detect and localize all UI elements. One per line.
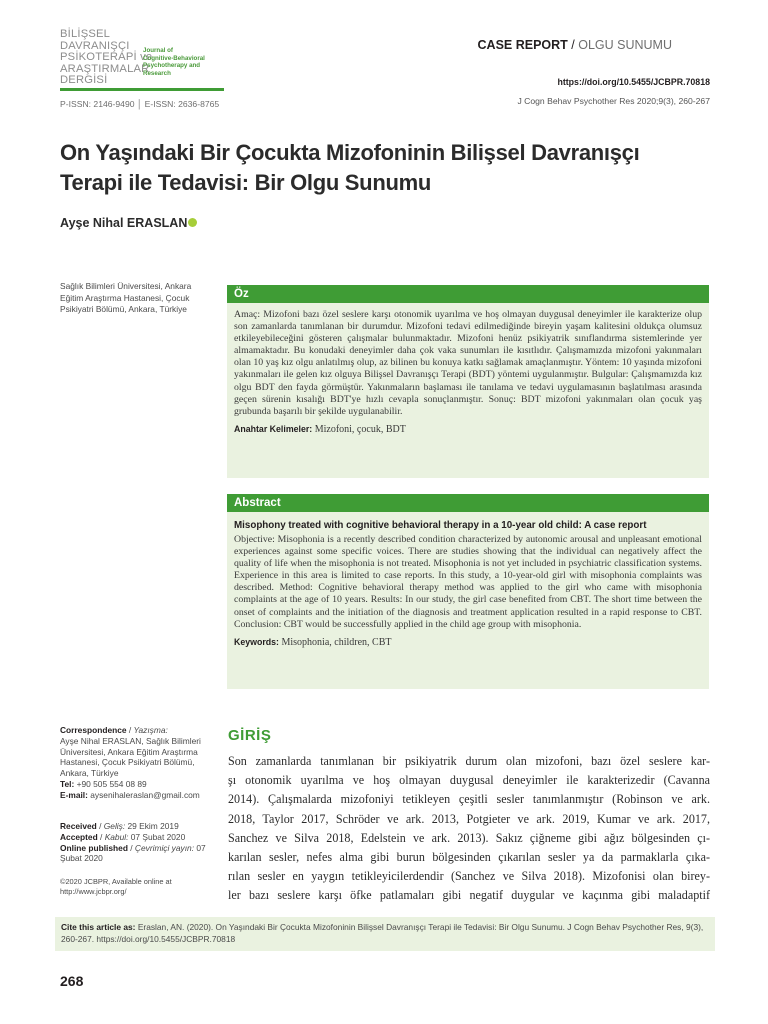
published-label-tr: Çevrimiçi yayın: (134, 842, 195, 853)
journal-name-line: ARAŞTIRMALAR (60, 62, 150, 75)
email (60, 790, 210, 801)
abstract-keywords (234, 637, 702, 648)
received: Received / Geliş: 29 Ekim 2019 (60, 821, 179, 831)
journal-name-en (143, 47, 205, 77)
page-number: 268 (60, 973, 84, 989)
journal-name-en-line: Research (143, 69, 171, 77)
journal-name-en-line: Journal of (143, 47, 173, 54)
journal-name-line: DAVRANIŞÇI (60, 39, 130, 52)
oz-text: Amaç: Mizofoni bazı özel seslere karşı otonomik uyarılma ve hoş olmayan duygusal deneyimler ile karakterize olup son zamanlarda tanımlanan bir durumdur. Mizofoni tedavi edilmediğinde bireyin yaşam kalitesini oldukça olumsuz etkileyebileceğini gösteren çalışmalar bulunmaktadır. Mizofoni henüz psikiyatrik sınıflandırma sistemlerinde yer almamaktadır. Bu konudaki deneyimler daha çok vaka sunumları ile kısıtlıdır. Çalışmamızda mizofoni yakınmaları olan 10 yaş kız olgu anlatılmış olup, az bilinen bu konuya katkı sağlamak amaçlanmıştır. Yöntem: 10 yaşında mizofoni yakınmaları ile gelen kız olguya Bilişsel Davranışçı Terapi (BDT) yöntemi uygulanmıştır. Bulgular: Çalışmamızda kız olgu BDT den fayda görmüştür. Yakınmaların başlaması ile tanılama ve tedavi uygulamasının başlatılması arasında geçen sürenin kısalığı BDT'ye hızlı cevapla sonuçlanmıştır. Sonuç: BDT mizofoni yakınmaları olan çocuk yaş grubunda başarılı bir şekilde uygulanabilir. (234, 309, 702, 417)
orcid-icon[interactable] (188, 218, 197, 227)
doi-link[interactable]: https://doi.org/10.5455/JCBPR.70818 (557, 77, 710, 87)
body-line: 2018, Taylor 2017, Schröder ve ark. 2013, Potgieter ve ark. 2019, Kumar ve ark. 2017, (228, 811, 710, 826)
abstract-keywords-label: Keywords: (234, 636, 279, 647)
oz-box (227, 303, 709, 478)
journal-name-line: BİLİŞSEL (60, 28, 111, 40)
body-line: Sanchez ve Silva 2018, Edelstein ve ark. 2013). Sakız çiğneme gibi ağız bölgesinden çı- (228, 830, 710, 845)
intro-body (228, 752, 710, 906)
cite-label: Cite this article as: (61, 922, 136, 932)
journal-name-en-line: Psychotherapy and (143, 62, 201, 70)
oz-keywords-value: Mizofoni, çocuk, BDT (314, 423, 406, 435)
phone-value: +90 505 554 08 89 (76, 778, 147, 789)
journal-name-en-line: Cognitive-Behavioral (143, 54, 205, 62)
received-date: 29 Ekim 2019 (127, 821, 179, 831)
body-line: rılan sesler en yaygın tetikleyicilerdendir (Sanchez ve Silva 2018). Mizofonisi olan birey- (228, 869, 710, 884)
accepted: Accepted / Kabul: 07 Şubat 2020 (60, 831, 186, 842)
author-name: Ayşe Nihal ERASLAN (60, 216, 188, 230)
affiliation: Sağlık Bilimleri Üniversitesi, Ankara Eğitim Araştırma Hastanesi, Çocuk Psikiyatri Bölümü, Ankara, Türkiye (60, 281, 192, 314)
published: Online published / Çevrimiçi yayın: 07 Şubat 2020 (60, 842, 206, 864)
phone-label: Tel: (60, 778, 75, 789)
body-line: ler bazı seslere karşı öfke patlamaları gibi negatif duygular ve kaçınma gibi maladaptif (228, 888, 710, 903)
author (60, 216, 197, 230)
correspondence (60, 725, 210, 801)
article-type-sep: / (567, 38, 579, 52)
article-type-en: CASE REPORT (477, 38, 568, 52)
correspondence-label-en: Correspondence (60, 725, 127, 735)
phone (60, 779, 210, 790)
correspondence-label: Correspondence / Yazışma: (60, 725, 168, 735)
accepted-label: Accepted (60, 831, 98, 842)
cite-text: Eraslan, AN. (2020). On Yaşındaki Bir Çocukta Mizofoninin Bilişsel Davranışçı Terapi ile Tedavisi: Bir Olgu Sunumu. J Cogn Behav Psychother Res, 9(3), 260-267. https://doi.org/10.5455/JCBPR.70818 (61, 922, 704, 944)
section-heading-intro: GİRİŞ (228, 727, 272, 744)
journal-name-line: DERGİSİ (60, 74, 108, 86)
abstract-box (227, 512, 709, 689)
journal-name-line: PSİKOTERAPİ ve (60, 51, 153, 63)
dates (60, 821, 210, 864)
copyright: ©2020 JCBPR, Available online at http://www.jcbpr.org/ (60, 877, 172, 896)
oz-heading: Öz (227, 285, 709, 303)
published-label: Online published (60, 842, 128, 853)
oz-keywords (234, 424, 702, 435)
correspondence-label-tr: Yazışma: (133, 725, 168, 735)
article-type (478, 38, 672, 52)
published-date: 07 Şubat 2020 (60, 842, 206, 864)
body-line: Son zamanlarda tanımlanan bir psikiyatrik durum olan mizofoni, bazı özel seslere kar- (228, 754, 710, 768)
abstract-keywords-value: Misophonia, children, CBT (281, 636, 392, 648)
correspondence-address: Ayşe Nihal ERASLAN, Sağlık Bilimleri Üniversitesi, Ankara Eğitim Araştırma Hastanesi, Çocuk Psikiyatri Bölümü, Ankara, Türkiye (60, 735, 201, 779)
issn: P-ISSN: 2146-9490 │ E-ISSN: 2636-8765 (60, 99, 220, 109)
oz-keywords-label: Anahtar Kelimeler: (234, 423, 313, 434)
email-label: E-mail: (60, 789, 88, 800)
accepted-label-tr: Kabul: (104, 831, 129, 842)
cite-box (55, 917, 715, 951)
received-label-tr: Geliş: (103, 821, 126, 831)
journal-name-tr (60, 29, 152, 87)
email-value[interactable]: aysenihaleraslan@gmail.com (90, 789, 200, 800)
logo-rule (60, 88, 224, 91)
journal-citation: J Cogn Behav Psychother Res 2020;9(3), 260-267 (517, 96, 710, 106)
abstract-text: Objective: Misophonia is a recently described condition characterized by autonomic arousal and unpleasant emotional experiences against some specific voices. There are studies showing that the individual can negatively affect the quality of life when the misophonia is not treated. Misophonia is not yet included in psychiatric classification systems. Experience in this area is limited to case reports. In this study, a 10-year-old girl with misophonia complaints was described. Method: Cognitive behavioral therapy method was applied to the girl who came with misophonia complaints at the age of 10 years. Results: In our study, the girl case benefited from CBT. The short time between the onset of complaints and the initiation of the diagnosis and treatment application resulted in a rapid response to CBT. Conclusion: CBT would be successfully applied in the child age group with misophonia. (234, 534, 702, 630)
body-line: karılan sesler, nefes alma gibi burun bölgesinden çıkarılan sesler ya da parmaklarla çıka- (228, 850, 710, 865)
article-title: On Yaşındaki Bir Çocukta Mizofoninin Bilişsel Davranışçı Terapi ile Tedavisi: Bir Olgu Sunumu (60, 140, 640, 195)
abstract-title: Misophony treated with cognitive behavioral therapy in a 10-year old child: A case report (234, 520, 647, 531)
received-label: Received (60, 821, 97, 831)
accepted-date: 07 Şubat 2020 (130, 831, 186, 842)
body-line: şı otonomik uyarılma ve hoş olmayan duygusal deneyimler ile karakterizedir (Cavanna (228, 773, 710, 788)
article-type-tr: OLGU SUNUMU (578, 38, 672, 52)
body-line: 2014). Çalışmalarda mizofoniyi tetikleyen çeşitli sesler tanımlanmıştır (Robinson ve ark. (228, 792, 710, 807)
abstract-heading: Abstract (227, 494, 709, 512)
